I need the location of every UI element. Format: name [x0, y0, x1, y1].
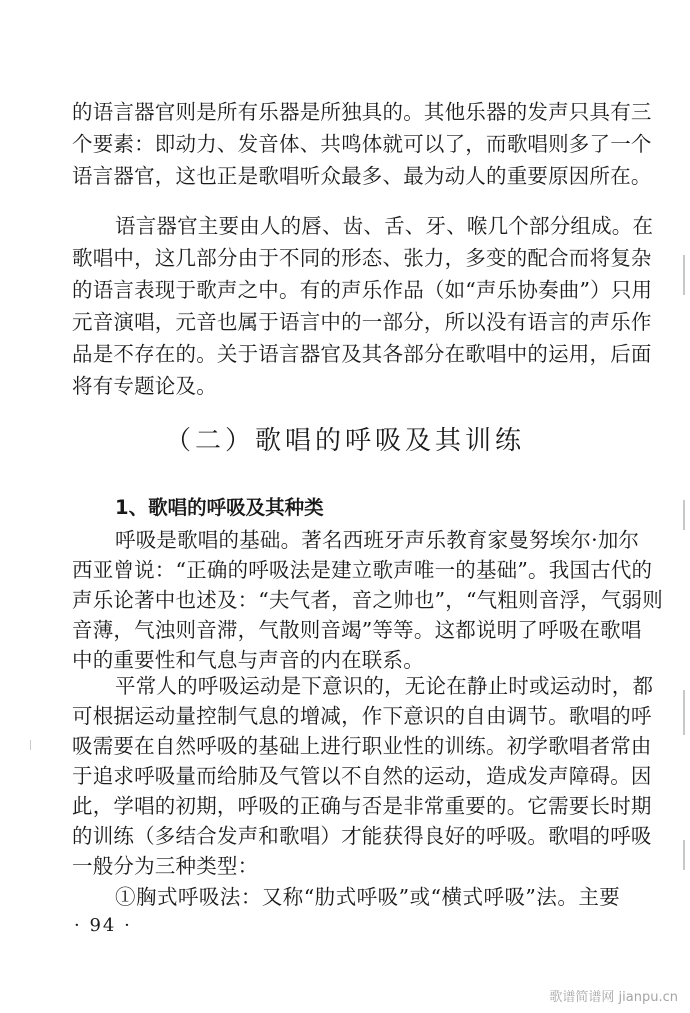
- text-line: ①胸式呼吸法：又称“肋式呼吸”或“横式呼吸”法。主要: [115, 885, 620, 909]
- text-line: 的语言表现于歌声之中。有的声乐作品（如“声乐协奏曲”）只用: [72, 278, 653, 302]
- text-line: 品是不存在的。关于语言器官及其各部分在歌唱中的运用，后面: [72, 342, 652, 366]
- text-line: 声乐论著中也述及：“夫气者，音之帅也”，“气粗则音浮，气弱则: [72, 588, 663, 612]
- text-line: 的语言器官则是所有乐器是所独具的。其他乐器的发声只具有三: [72, 100, 652, 124]
- scan-edge-mark: [683, 255, 685, 295]
- text-line: 吸需要在自然呼吸的基础上进行职业性的训练。初学歌唱者常由: [72, 734, 652, 758]
- text-line: 将有专题论及。: [72, 374, 217, 398]
- text-line: 此，学唱的初期，呼吸的正确与否是非常重要的。它需要长时期: [72, 794, 652, 818]
- scan-edge-mark: [30, 740, 31, 750]
- page-number: · 94 ·: [74, 915, 132, 936]
- text-line: 元音演唱，元音也属于语言中的一部分，所以没有语言的声乐作: [72, 310, 652, 334]
- text-line: 西亚曾说：“正确的呼吸法是建立歌声唯一的基础”。我国古代的: [72, 558, 653, 582]
- text-line: 可根据运动量控制气息的增减，作下意识的自由调节。歌唱的呼: [72, 704, 652, 728]
- section-heading: （二）歌唱的呼吸及其训练: [164, 426, 525, 456]
- subsection-heading: 1、歌唱的呼吸及其种类: [115, 496, 324, 519]
- text-line: 歌唱中，这几部分由于不同的形态、张力，多变的配合而将复杂: [72, 246, 652, 270]
- text-line: 音薄，气浊则音滞，气散则音竭”等等。这都说明了呼吸在歌唱: [72, 618, 642, 642]
- text-line: 呼吸是歌唱的基础。著名西班牙声乐教育家曼努埃尔·加尔: [115, 528, 640, 552]
- text-line: 中的重要性和气息与声音的内在联系。: [72, 648, 424, 672]
- text-line: 一般分为三种类型：: [72, 854, 259, 878]
- scan-edge-mark: [683, 840, 685, 870]
- watermark-text: 歌谱简谱网 jianpu.cn: [549, 990, 678, 1005]
- text-line: 于追求呼吸量而给肺及气管以不自然的运动，造成发声障碍。因: [72, 764, 652, 788]
- text-line: 平常人的呼吸运动是下意识的，无论在静止时或运动时，都: [115, 674, 654, 698]
- text-line: 的训练（多结合发声和歌唱）才能获得良好的呼吸。歌唱的呼吸: [72, 824, 652, 848]
- text-line: 语言器官主要由人的唇、齿、舌、牙、喉几个部分组成。在: [115, 214, 654, 238]
- scan-edge-mark: [683, 500, 685, 530]
- scan-edge-mark: [683, 690, 685, 735]
- text-line: 个要素：即动力、发音体、共鸣体就可以了，而歌唱则多了一个: [72, 132, 652, 156]
- text-line: 语言器官，这也正是歌唱听众最多、最为动人的重要原因所在。: [72, 164, 652, 188]
